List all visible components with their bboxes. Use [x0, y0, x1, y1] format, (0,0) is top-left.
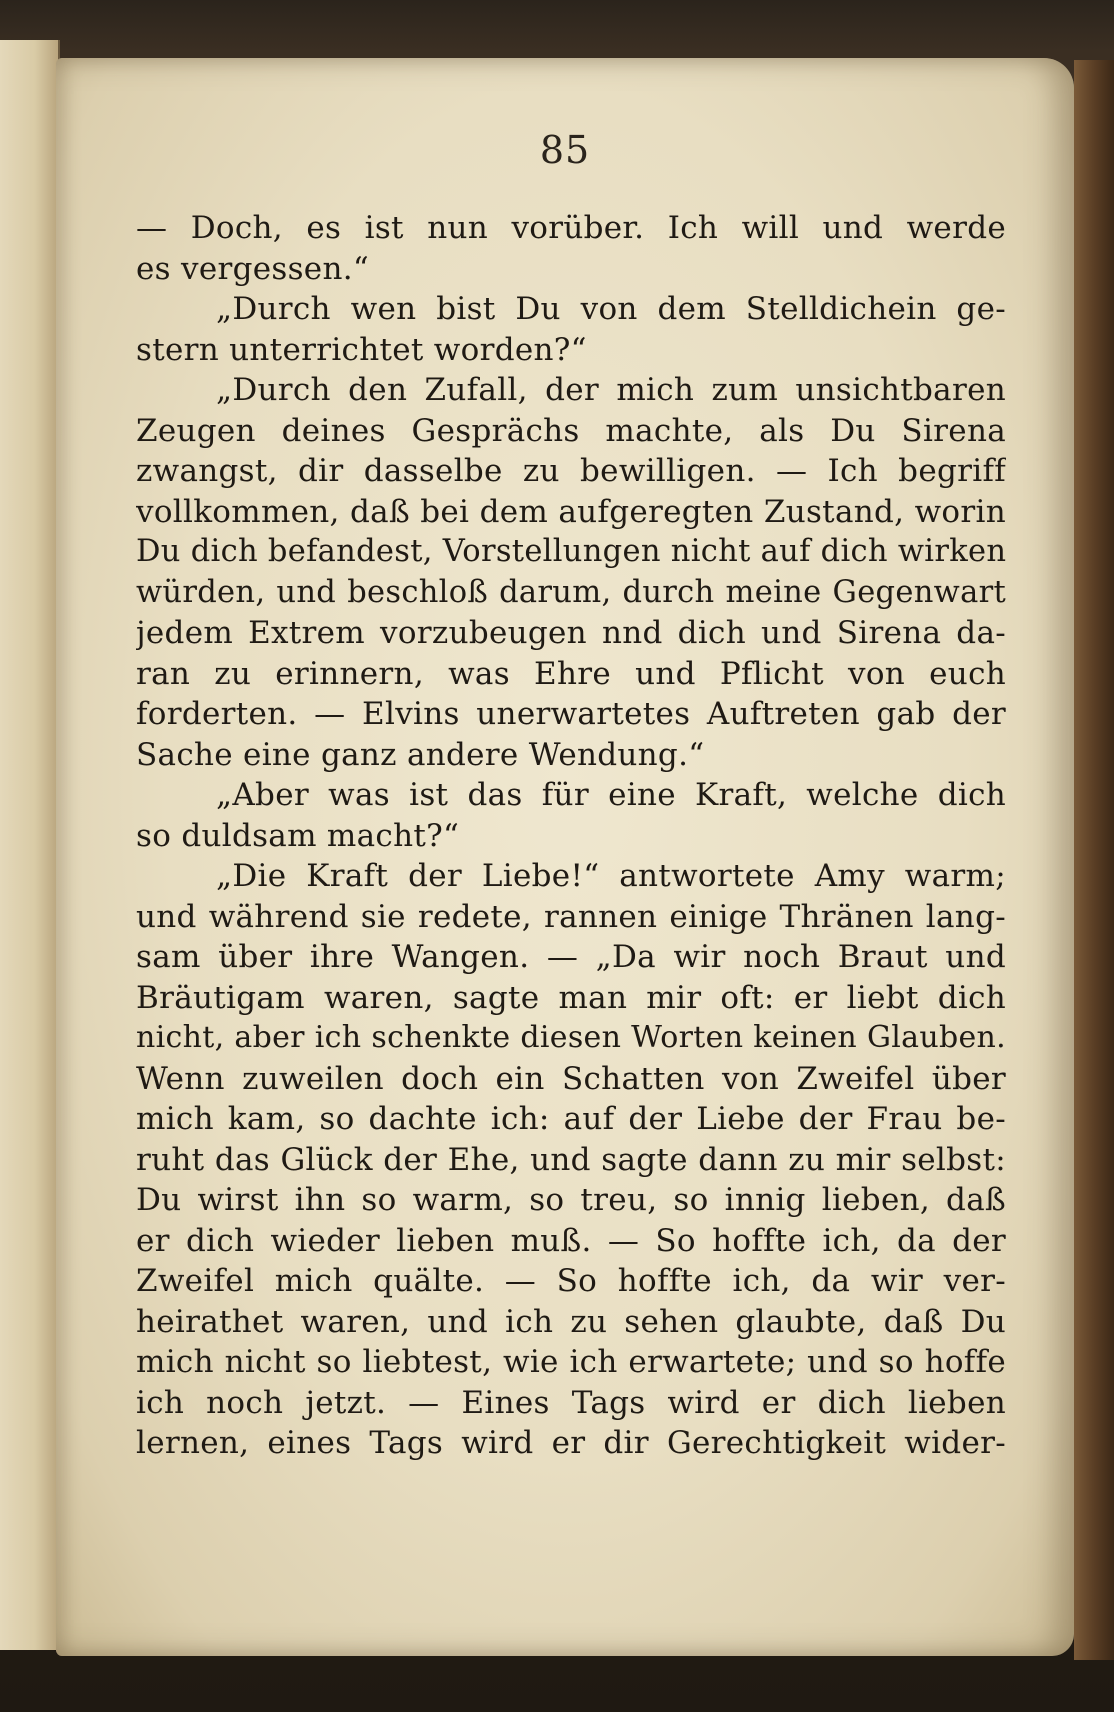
left-page-edge — [0, 40, 60, 1650]
text-line: Du dich befandest, Vorstellungen nicht auf dich wirken — [136, 534, 1006, 569]
text-line: Wenn zuweilen doch ein Schatten von Zweifel über — [136, 1060, 1006, 1097]
text-line: Sache eine ganz andere Wendung.“ — [136, 736, 705, 773]
text-line: „Die Kraft der Liebe!“ antwortete Amy warm; — [216, 858, 1006, 894]
text-line: Bräutigam waren, sagte man mir oft: er liebt dich — [136, 979, 1006, 1016]
text-line: nicht, aber ich schenkte diesen Worten keinen Glauben. — [136, 1020, 1006, 1055]
text-line: heirathet waren, und ich zu sehen glaubte, daß Du — [136, 1303, 1006, 1340]
text-line: „Aber was ist das für eine Kraft, welche dich — [216, 777, 1006, 813]
text-line: mich kam, so dachte ich: auf der Liebe der Frau be- — [136, 1101, 1006, 1137]
text-line: würden, und beschloß darum, durch meine Gegenwart — [136, 574, 1006, 610]
text-line: ich noch jetzt. — Eines Tags wird er dich lieben — [136, 1384, 1006, 1421]
page-text — [136, 208, 1006, 1464]
text-line: es vergessen.“ — [136, 250, 370, 287]
text-line: ruht das Glück der Ehe, und sagte dann zu mir selbst: — [136, 1141, 1006, 1178]
book-page — [56, 58, 1074, 1656]
text-line: Zeugen deines Gesprächs machte, als Du Sirena — [136, 412, 1006, 449]
text-line: Du wirst ihn so warm, so treu, so innig lieben, daß — [136, 1182, 1006, 1218]
text-line: lernen, eines Tags wird er dir Gerechtigkeit wider- — [136, 1425, 1006, 1461]
text-line: er dich wieder lieben muß. — So hoffte ich, da der — [136, 1222, 1006, 1259]
text-line: und während sie redete, rannen einige Thränen lang- — [136, 898, 1006, 935]
text-line: „Durch wen bist Du von dem Stelldichein ge- — [216, 291, 1006, 327]
text-line: stern unterrichtet worden?“ — [136, 331, 587, 368]
text-line: zwangst, dir dasselbe zu bewilligen. — Ich begriff — [136, 453, 1006, 489]
text-line: mich nicht so liebtest, wie ich erwartete; und so hoffe — [136, 1344, 1006, 1380]
text-line: jedem Extrem vorzubeugen nnd dich und Sirena da- — [136, 615, 1006, 651]
book-spine-edge — [1074, 60, 1114, 1660]
text-line: so duldsam macht?“ — [136, 817, 460, 854]
text-line: — Doch, es ist nun vorüber. Ich will und werde — [136, 210, 1006, 246]
text-line: ran zu erinnern, was Ehre und Pflicht von euch — [136, 655, 1006, 692]
text-line: sam über ihre Wangen. — „Da wir noch Braut und — [136, 939, 1006, 975]
text-line: „Durch den Zufall, der mich zum unsichtbaren — [216, 372, 1006, 408]
text-line: Zweifel mich quälte. — So hoffte ich, da wir ver- — [136, 1263, 1006, 1299]
text-line: vollkommen, daß bei dem aufgeregten Zustand, worin — [136, 493, 1006, 530]
text-line: forderten. — Elvins unerwartetes Auftreten gab der — [136, 696, 1006, 732]
page-number: 85 — [539, 128, 591, 172]
